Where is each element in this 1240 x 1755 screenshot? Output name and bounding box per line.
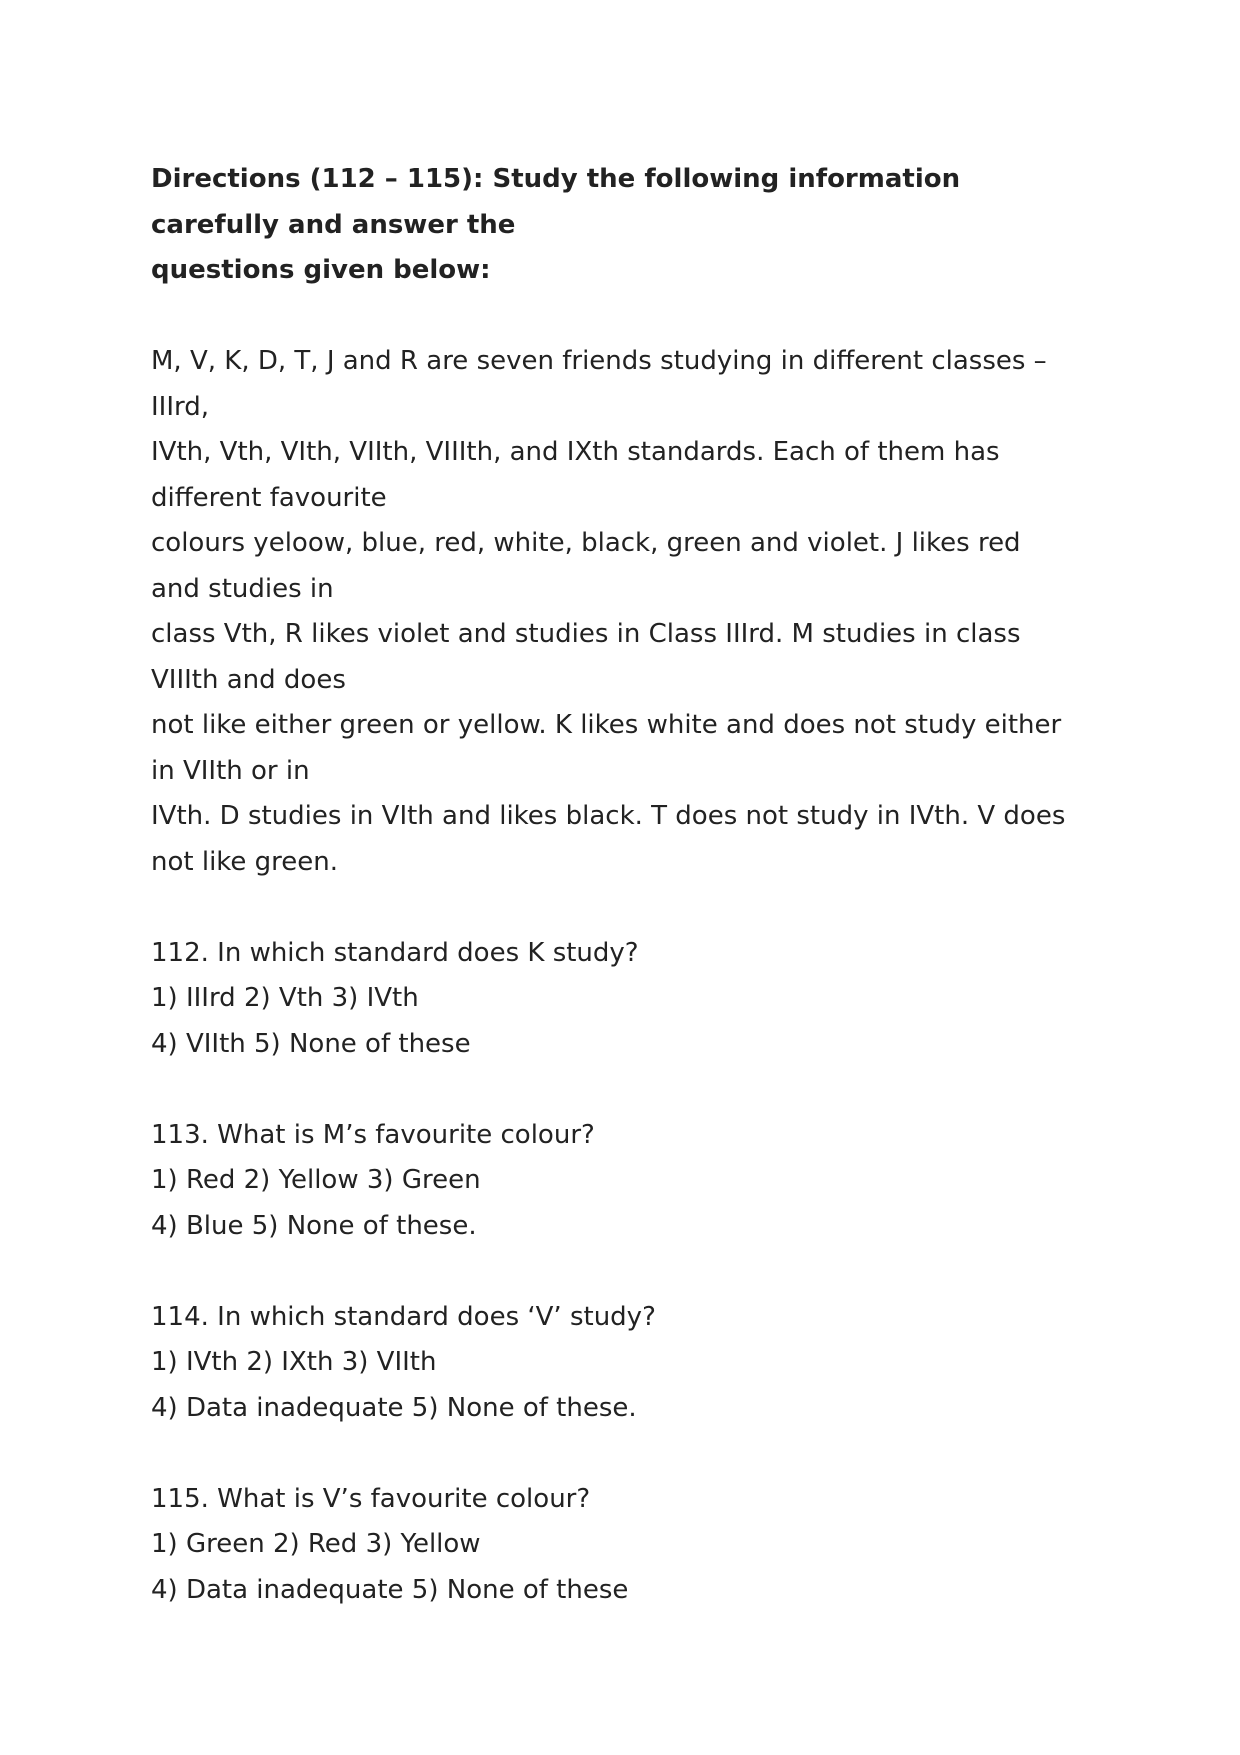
question-114 xyxy=(151,1295,1111,1432)
spacer xyxy=(151,1249,1111,1295)
passage-line: class Vth, R likes violet and studies in Class IIIrd. M studies in class xyxy=(151,619,1021,649)
question-options: 4) VIIth 5) None of these xyxy=(151,1028,471,1059)
passage-line: IVth. D studies in VIth and likes black. T does not study in IVth. V does xyxy=(151,801,1066,831)
passage-line: VIIIth and does xyxy=(151,664,346,695)
question-text: 112. In which standard does K study? xyxy=(151,937,639,968)
question-options: 1) IVth 2) IXth 3) VIIth xyxy=(151,1347,437,1377)
passage-line: not like either green or yellow. K likes white and does not study either xyxy=(151,710,1062,740)
question-115 xyxy=(151,1477,1111,1614)
passage-line: and studies in xyxy=(151,573,334,604)
directions-heading xyxy=(151,157,1111,294)
question-options: 1) IIIrd 2) Vth 3) IVth xyxy=(151,983,419,1013)
question-text: 115. What is V’s favourite colour? xyxy=(151,1483,591,1514)
spacer xyxy=(151,1067,1111,1113)
passage-line: M, V, K, D, T, J and R are seven friends studying in different classes – xyxy=(151,346,1047,376)
question-options: 4) Blue 5) None of these. xyxy=(151,1210,477,1241)
passage-line: not like green. xyxy=(151,846,339,877)
passage-line: IIIrd, xyxy=(151,391,210,422)
spacer xyxy=(151,885,1111,931)
question-text: 113. What is M’s favourite colour? xyxy=(151,1119,595,1150)
directions-line: Directions (112 – 115): Study the following information xyxy=(151,164,961,194)
spacer xyxy=(151,294,1111,340)
passage-line: colours yeloow, blue, red, white, black, green and violet. J likes red xyxy=(151,528,1021,558)
question-112 xyxy=(151,931,1111,1068)
question-options: 4) Data inadequate 5) None of these xyxy=(151,1574,629,1605)
spacer xyxy=(151,1431,1111,1477)
passage xyxy=(151,339,1111,885)
question-113 xyxy=(151,1113,1111,1250)
question-options: 1) Green 2) Red 3) Yellow xyxy=(151,1529,481,1559)
directions-line: questions given below: xyxy=(151,255,491,285)
question-text: 114. In which standard does ‘V’ study? xyxy=(151,1301,656,1332)
passage-line: different favourite xyxy=(151,482,387,513)
passage-line: IVth, Vth, VIth, VIIth, VIIIth, and IXth standards. Each of them has xyxy=(151,437,1000,467)
passage-line: in VIIth or in xyxy=(151,755,310,786)
question-options: 1) Red 2) Yellow 3) Green xyxy=(151,1165,481,1195)
document-page xyxy=(151,157,1111,1613)
question-options: 4) Data inadequate 5) None of these. xyxy=(151,1392,637,1423)
directions-line: carefully and answer the xyxy=(151,209,516,240)
